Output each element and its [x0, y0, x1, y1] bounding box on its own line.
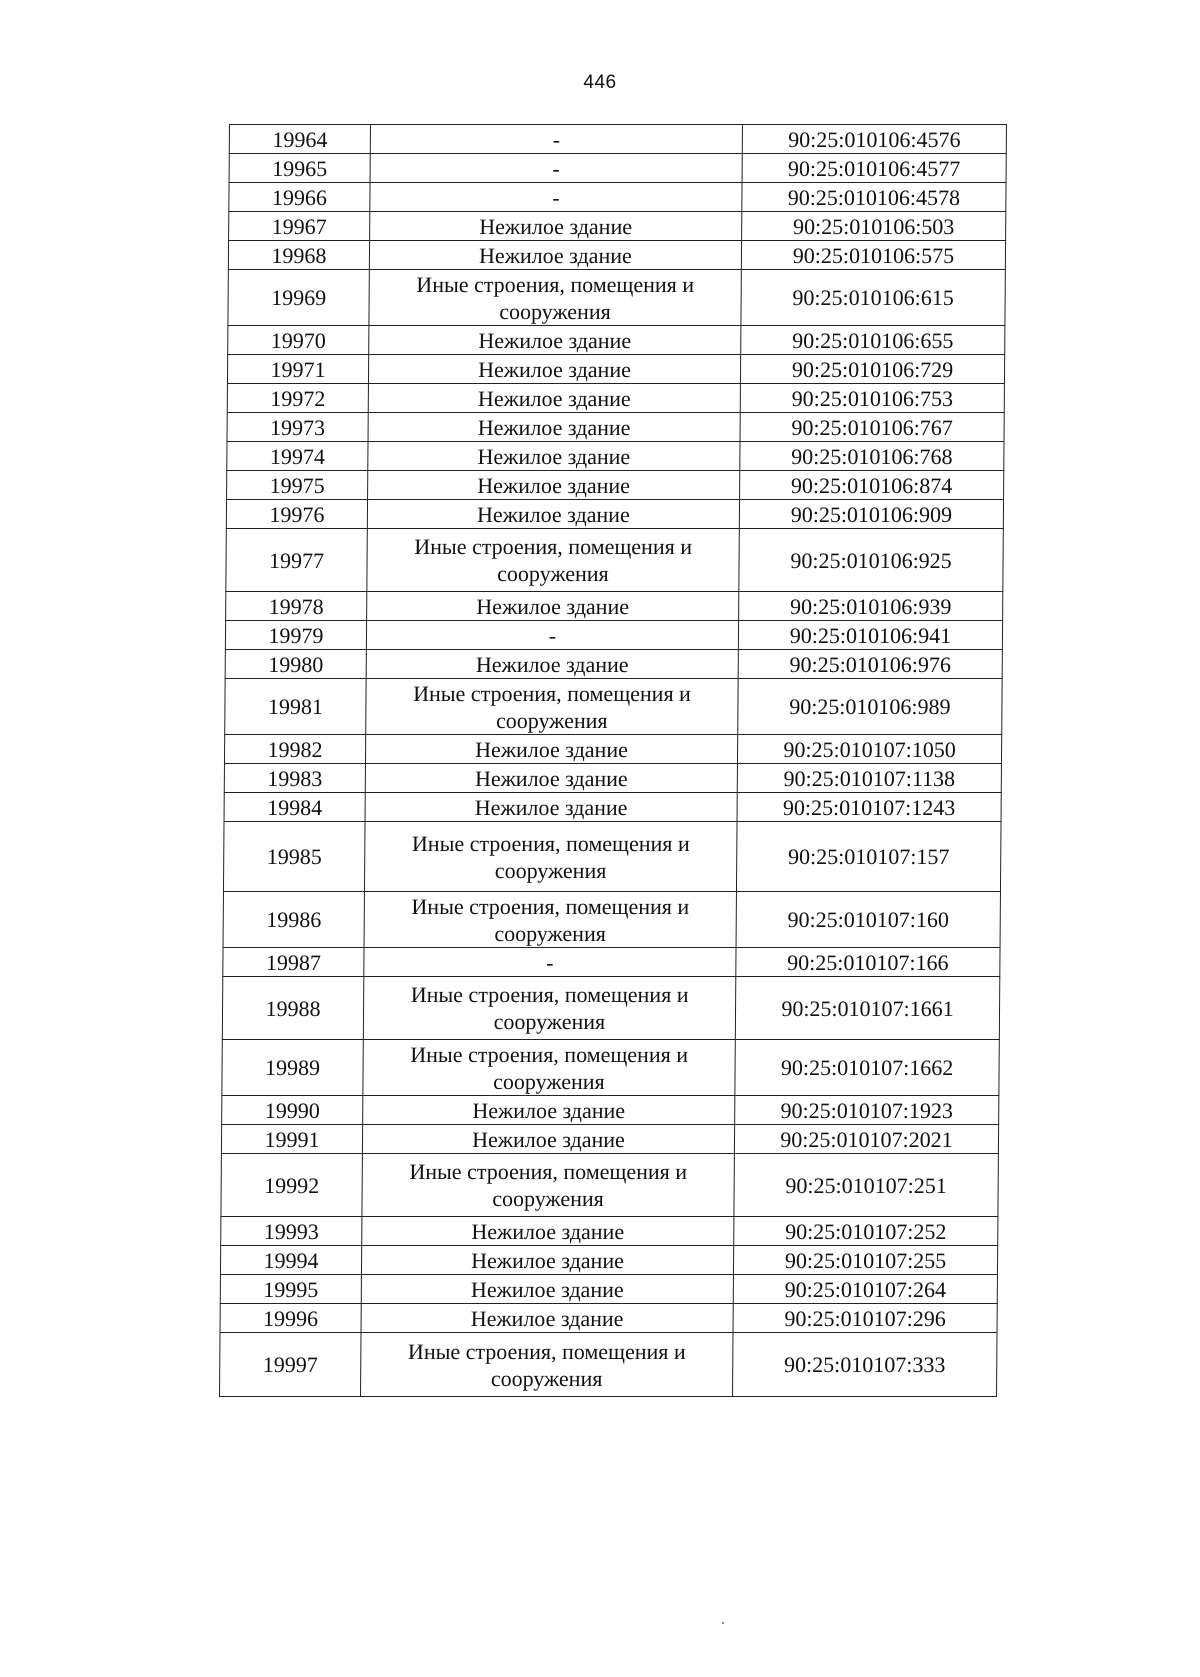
table-row: [223, 822, 1001, 892]
object-type-cell: -: [370, 183, 742, 212]
object-type-cell: Нежилое здание: [370, 212, 742, 241]
cadastral-number-cell: 90:25:010106:753: [740, 384, 1004, 413]
object-type-cell: -: [364, 948, 736, 977]
cadastral-number-cell: 90:25:010106:909: [739, 500, 1003, 529]
cadastral-number-cell: 90:25:010106:767: [740, 413, 1004, 442]
object-type-cell: Иные строения, помещения и сооружения: [364, 892, 736, 948]
object-type-cell: Нежилое здание: [362, 1125, 734, 1154]
row-number-cell: 19994: [220, 1246, 361, 1275]
cadastral-number-cell: 90:25:010107:251: [734, 1154, 998, 1217]
row-number-cell: 19980: [225, 650, 366, 679]
table-row: [223, 948, 1000, 977]
table-row: [226, 500, 1003, 529]
table-row: [220, 1333, 998, 1397]
table-row: [223, 892, 1000, 948]
table-row: [227, 471, 1004, 500]
cadastral-number-cell: 90:25:010106:655: [741, 326, 1005, 355]
object-type-cell: Нежилое здание: [369, 241, 741, 270]
row-number-cell: 19988: [222, 977, 363, 1040]
object-type-cell: Нежилое здание: [361, 1246, 733, 1275]
scan-artifact: [722, 1622, 724, 1624]
object-type-cell: Нежилое здание: [361, 1304, 733, 1333]
row-number-cell: 19977: [226, 529, 367, 592]
row-number-cell: 19973: [227, 413, 368, 442]
object-type-cell: Нежилое здание: [368, 355, 740, 384]
row-number-cell: 19989: [222, 1040, 363, 1096]
cadastral-number-cell: 90:25:010106:874: [740, 471, 1004, 500]
cadastral-number-cell: 90:25:010107:1138: [737, 764, 1001, 793]
row-number-cell: 19970: [228, 326, 369, 355]
cadastral-number-cell: 90:25:010107:160: [736, 892, 1000, 948]
cadastral-number-cell: 90:25:010107:1923: [735, 1096, 999, 1125]
cadastral-number-cell: 90:25:010107:1243: [737, 793, 1001, 822]
row-number-cell: 19968: [228, 241, 369, 270]
object-type-cell: Иные строения, помещения и сооружения: [366, 679, 738, 735]
cadastral-number-cell: 90:25:010106:575: [741, 241, 1005, 270]
cadastral-number-cell: 90:25:010106:503: [742, 212, 1006, 241]
row-number-cell: 19992: [221, 1154, 362, 1217]
cadastral-number-cell: 90:25:010106:989: [738, 679, 1002, 735]
object-type-cell: Иные строения, помещения и сооружения: [369, 270, 741, 326]
row-number-cell: 19984: [224, 793, 365, 822]
object-type-cell: Нежилое здание: [368, 471, 740, 500]
cadastral-number-cell: 90:25:010106:4576: [742, 125, 1006, 154]
table-row: [224, 735, 1001, 764]
object-type-cell: Нежилое здание: [366, 650, 738, 679]
object-type-cell: Нежилое здание: [367, 592, 739, 621]
row-number-cell: 19990: [222, 1096, 363, 1125]
row-number-cell: 19972: [227, 384, 368, 413]
row-number-cell: 19966: [229, 183, 370, 212]
row-number-cell: 19986: [223, 892, 364, 948]
object-type-cell: -: [370, 154, 742, 183]
row-number-cell: 19995: [220, 1275, 361, 1304]
cadastral-number-cell: 90:25:010107:1050: [737, 735, 1001, 764]
table-row: [227, 413, 1004, 442]
cadastral-number-cell: 90:25:010106:976: [738, 650, 1002, 679]
object-type-cell: Нежилое здание: [363, 1096, 735, 1125]
object-type-cell: Нежилое здание: [362, 1217, 734, 1246]
row-number-cell: 19985: [223, 822, 365, 892]
cadastral-number-cell: 90:25:010107:264: [733, 1275, 997, 1304]
cadastral-number-cell: 90:25:010107:1661: [735, 977, 999, 1040]
object-type-cell: Нежилое здание: [365, 793, 737, 822]
cadastral-number-cell: 90:25:010106:615: [741, 270, 1005, 326]
table-row: [220, 1246, 997, 1275]
table-row: [222, 977, 999, 1040]
cadastral-number-cell: 90:25:010107:157: [736, 822, 1001, 892]
row-number-cell: 19987: [223, 948, 364, 977]
cadastral-number-cell: 90:25:010107:1662: [735, 1040, 999, 1096]
table-row: [228, 326, 1005, 355]
row-number-cell: 19982: [224, 735, 365, 764]
table-row: [221, 1154, 998, 1217]
table-row: [220, 1275, 997, 1304]
table-row: [224, 764, 1001, 793]
row-number-cell: 19976: [226, 500, 367, 529]
table-row: [227, 355, 1004, 384]
cadastral-number-cell: 90:25:010107:255: [733, 1246, 997, 1275]
object-type-cell: Иные строения, помещения и сооружения: [364, 822, 737, 892]
object-type-cell: Нежилое здание: [369, 326, 741, 355]
table-row: [227, 384, 1004, 413]
row-number-cell: 19971: [227, 355, 368, 384]
cadastral-number-cell: 90:25:010106:941: [738, 621, 1002, 650]
row-number-cell: 19978: [226, 592, 367, 621]
row-number-cell: 19979: [225, 621, 366, 650]
row-number-cell: 19991: [221, 1125, 362, 1154]
row-number-cell: 19981: [225, 679, 366, 735]
table-row: [229, 212, 1006, 241]
table-row: [222, 1096, 999, 1125]
row-number-cell: 19997: [220, 1333, 362, 1397]
table-row: [229, 183, 1006, 212]
cadastral-number-cell: 90:25:010106:4577: [742, 154, 1006, 183]
object-type-cell: Нежилое здание: [368, 442, 740, 471]
table-row: [226, 592, 1003, 621]
table-row: [228, 241, 1005, 270]
table-row: [224, 793, 1001, 822]
object-type-cell: Нежилое здание: [367, 500, 739, 529]
table-row: [220, 1304, 997, 1333]
cadastral-number-cell: 90:25:010107:2021: [734, 1125, 998, 1154]
cadastral-number-cell: 90:25:010106:729: [740, 355, 1004, 384]
cadastral-number-cell: 90:25:010106:925: [739, 529, 1003, 592]
page-number: 446: [583, 72, 617, 93]
object-type-cell: -: [366, 621, 738, 650]
object-type-cell: Нежилое здание: [361, 1275, 733, 1304]
cadastral-number-cell: 90:25:010106:768: [740, 442, 1004, 471]
table-row: [221, 1125, 998, 1154]
table-row: [221, 1217, 998, 1246]
table-row: [222, 1040, 999, 1096]
cadastral-number-cell: 90:25:010107:296: [733, 1304, 997, 1333]
row-number-cell: 19969: [228, 270, 369, 326]
cadastral-registry-table: [219, 124, 1007, 1397]
cadastral-number-cell: 90:25:010107:166: [736, 948, 1000, 977]
row-number-cell: 19964: [229, 125, 370, 154]
object-type-cell: Иные строения, помещения и сооружения: [367, 529, 739, 592]
row-number-cell: 19967: [229, 212, 370, 241]
cadastral-number-cell: 90:25:010106:939: [739, 592, 1003, 621]
row-number-cell: 19996: [220, 1304, 361, 1333]
row-number-cell: 19965: [229, 154, 370, 183]
object-type-cell: Иные строения, помещения и сооружения: [363, 1040, 735, 1096]
row-number-cell: 19983: [224, 764, 365, 793]
object-type-cell: -: [370, 125, 742, 154]
cadastral-number-cell: 90:25:010107:333: [733, 1333, 998, 1397]
table-row: [226, 529, 1003, 592]
table-row: [225, 621, 1002, 650]
registry-table-body: [220, 125, 1007, 1397]
object-type-cell: Нежилое здание: [368, 413, 740, 442]
table-row: [229, 154, 1006, 183]
row-number-cell: 19974: [227, 442, 368, 471]
row-number-cell: 19975: [227, 471, 368, 500]
cadastral-number-cell: 90:25:010106:4578: [742, 183, 1006, 212]
object-type-cell: Нежилое здание: [365, 735, 737, 764]
cadastral-number-cell: 90:25:010107:252: [734, 1217, 998, 1246]
object-type-cell: Нежилое здание: [368, 384, 740, 413]
table-row: [227, 442, 1004, 471]
object-type-cell: Иные строения, помещения и сооружения: [362, 1154, 734, 1217]
table-row: [225, 650, 1002, 679]
object-type-cell: Иные строения, помещения и сооружения: [361, 1333, 734, 1397]
table-row: [229, 125, 1006, 154]
row-number-cell: 19993: [221, 1217, 362, 1246]
object-type-cell: Нежилое здание: [365, 764, 737, 793]
table-row: [228, 270, 1005, 326]
table-row: [225, 679, 1002, 735]
object-type-cell: Иные строения, помещения и сооружения: [363, 977, 735, 1040]
